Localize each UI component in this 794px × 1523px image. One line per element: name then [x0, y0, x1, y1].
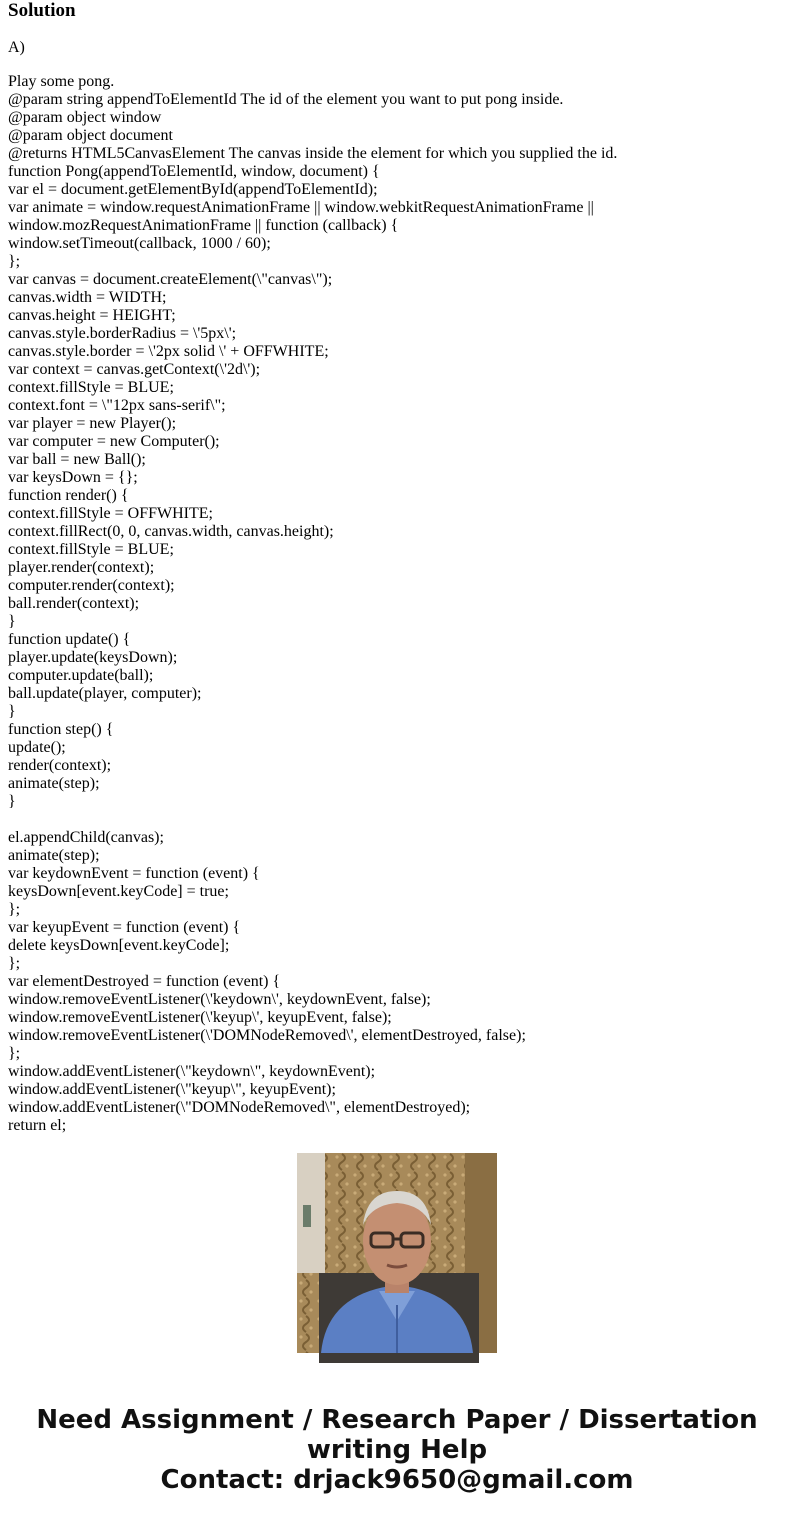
code-line: animate(step);	[8, 847, 100, 864]
code-line: window.removeEventListener(\'keyup\', keyupEvent, false);	[8, 1009, 392, 1026]
code-line: canvas.height = HEIGHT;	[8, 307, 176, 324]
code-line: context.fillStyle = OFFWHITE;	[8, 505, 213, 522]
code-line: var ball = new Ball();	[8, 451, 146, 468]
code-line: window.addEventListener(\"DOMNodeRemoved\", elementDestroyed);	[8, 1099, 471, 1116]
promo-line-2: writing Help	[306, 1435, 488, 1465]
code-line: var player = new Player();	[8, 415, 177, 432]
code-line: var canvas = document.createElement(\"canvas\");	[8, 271, 333, 288]
code-line: keysDown[event.keyCode] = true;	[8, 883, 229, 900]
code-line: @param object document	[8, 127, 173, 144]
author-avatar	[297, 1153, 497, 1353]
code-line: context.fillStyle = BLUE;	[8, 379, 174, 396]
code-block	[8, 73, 788, 1134]
code-line: window.addEventListener(\"keyup\", keyupEvent);	[8, 1081, 336, 1098]
code-line: function Pong(appendToElementId, window, document) {	[8, 163, 380, 180]
code-line: var animate = window.requestAnimationFrame || window.webkitRequestAnimationFrame ||	[8, 199, 594, 216]
code-line: window.mozRequestAnimationFrame || function (callback) {	[8, 217, 399, 234]
promo-contact: Contact: drjack9650@gmail.com	[160, 1465, 634, 1495]
code-line: }	[8, 793, 16, 810]
code-line: var keyupEvent = function (event) {	[8, 919, 241, 936]
code-line: el.appendChild(canvas);	[8, 829, 164, 846]
person-portrait-icon	[297, 1153, 497, 1353]
code-line: animate(step);	[8, 775, 100, 792]
code-line: window.removeEventListener(\'DOMNodeRemoved\', elementDestroyed, false);	[8, 1027, 526, 1044]
code-line: context.font = \"12px sans-serif\";	[8, 397, 226, 414]
code-line: return el;	[8, 1117, 67, 1134]
code-line: computer.update(ball);	[8, 667, 154, 684]
promo-banner	[0, 1405, 794, 1495]
code-line: var elementDestroyed = function (event) {	[8, 973, 281, 990]
code-line: delete keysDown[event.keyCode];	[8, 937, 230, 954]
code-line: var context = canvas.getContext(\'2d\');	[8, 361, 261, 378]
promo-line-1: Need Assignment / Research Paper / Dissertation	[36, 1405, 758, 1435]
code-line: Play some pong.	[8, 73, 115, 90]
code-line: };	[8, 901, 21, 918]
code-line: @param object window	[8, 109, 162, 126]
code-line: function update() {	[8, 631, 131, 648]
code-line: canvas.width = WIDTH;	[8, 289, 167, 306]
code-line: window.removeEventListener(\'keydown\', keydownEvent, false);	[8, 991, 431, 1008]
code-line: player.render(context);	[8, 559, 155, 576]
code-line: var computer = new Computer();	[8, 433, 220, 450]
code-line: var keysDown = {};	[8, 469, 138, 486]
code-line: canvas.style.borderRadius = \'5px\';	[8, 325, 237, 342]
code-line: function step() {	[8, 721, 114, 738]
code-line	[8, 811, 788, 829]
code-line: }	[8, 613, 16, 630]
code-line: }	[8, 703, 16, 720]
code-line: context.fillRect(0, 0, canvas.width, canvas.height);	[8, 523, 334, 540]
code-line: };	[8, 955, 21, 972]
code-line: };	[8, 253, 21, 270]
code-line: context.fillStyle = BLUE;	[8, 541, 174, 558]
code-line: function render() {	[8, 487, 129, 504]
code-line: computer.render(context);	[8, 577, 175, 594]
code-line: @returns HTML5CanvasElement The canvas inside the element for which you supplied the id.	[8, 145, 618, 162]
solution-heading: Solution	[8, 0, 76, 21]
code-line: var keydownEvent = function (event) {	[8, 865, 260, 882]
code-line: render(context);	[8, 757, 112, 774]
code-line: ball.render(context);	[8, 595, 140, 612]
code-line: update();	[8, 739, 66, 756]
code-line: ball.update(player, computer);	[8, 685, 202, 702]
code-line: player.update(keysDown);	[8, 649, 178, 666]
code-line: canvas.style.border = \'2px solid \' + OFFWHITE;	[8, 343, 329, 360]
code-line: var el = document.getElementById(appendToElementId);	[8, 181, 378, 198]
code-line: @param string appendToElementId The id of the element you want to put pong inside.	[8, 91, 564, 108]
code-line: };	[8, 1045, 21, 1062]
part-a-label: A)	[8, 39, 25, 56]
code-line: window.setTimeout(callback, 1000 / 60);	[8, 235, 271, 252]
code-line: window.addEventListener(\"keydown\", keydownEvent);	[8, 1063, 376, 1080]
